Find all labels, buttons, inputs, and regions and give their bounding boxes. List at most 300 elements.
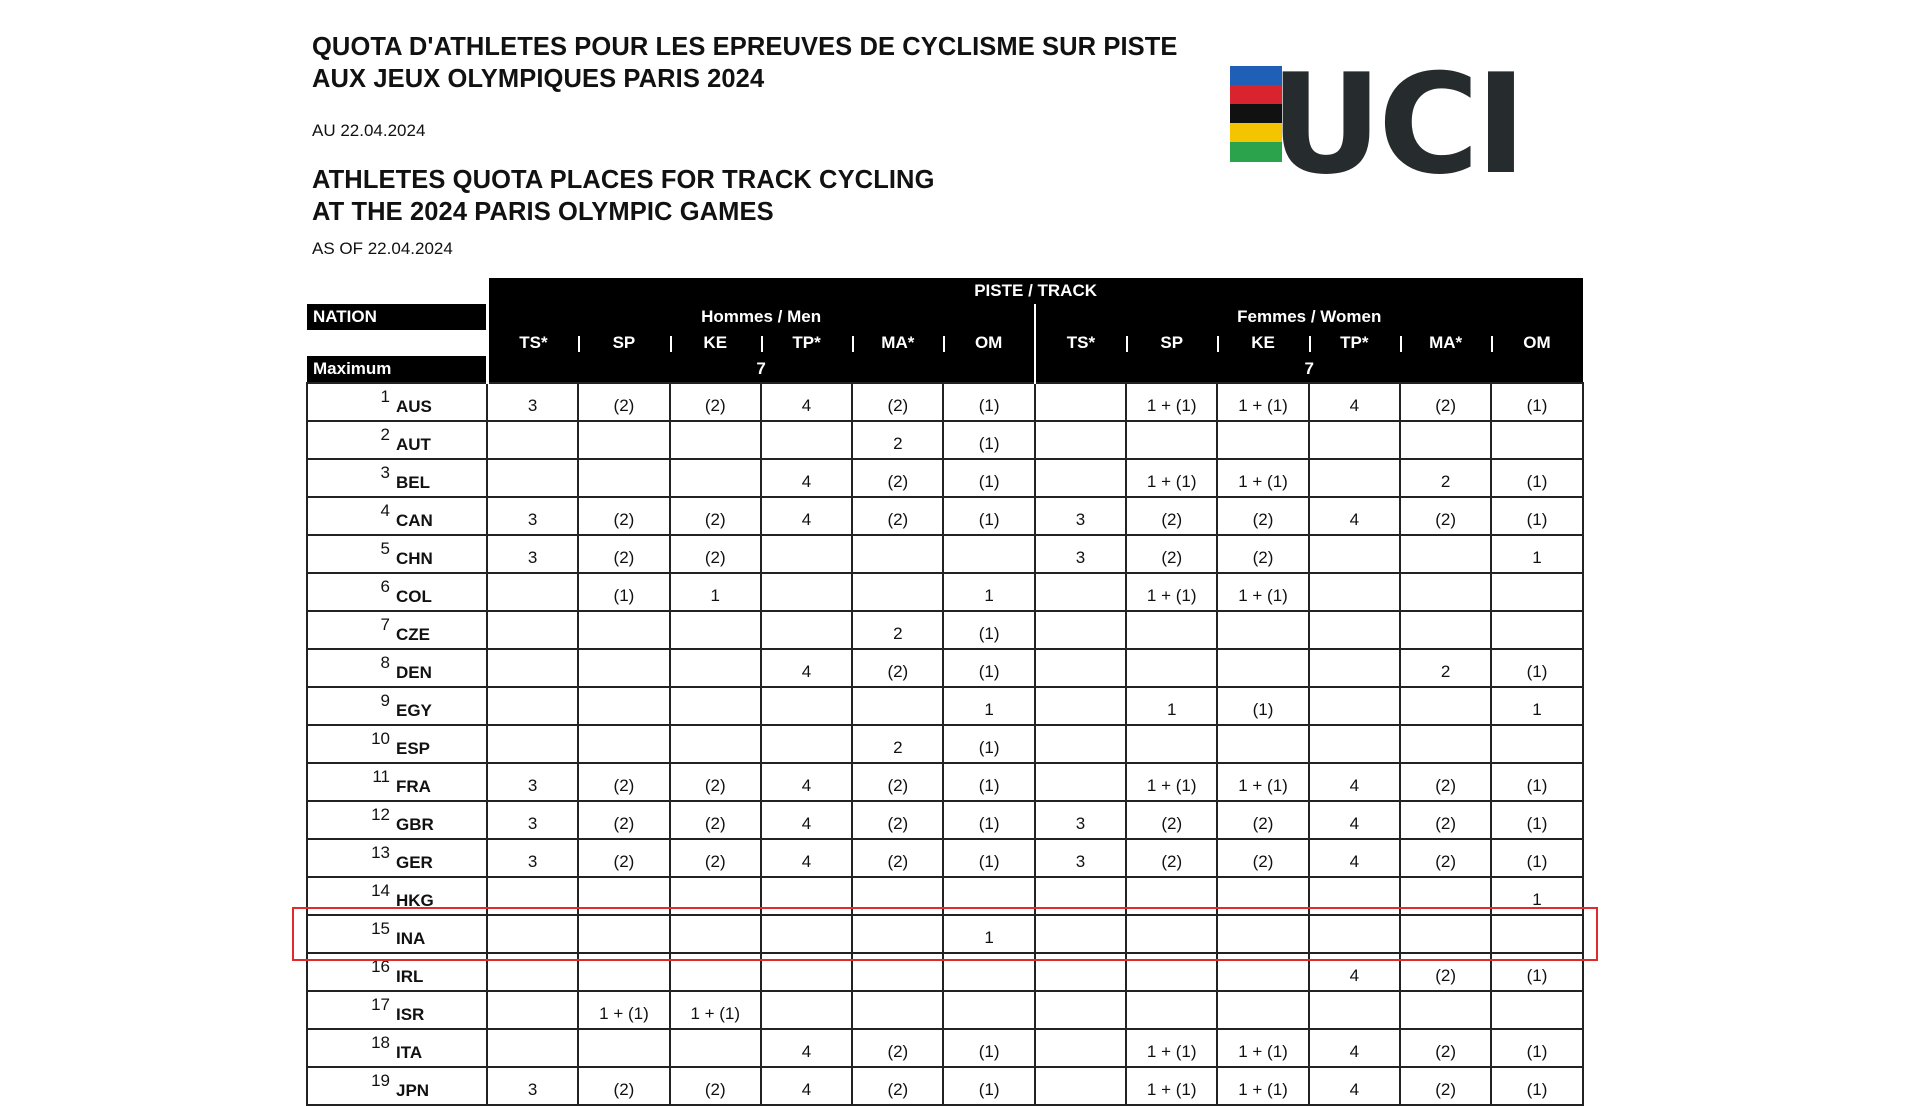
- rank-number: 7: [380, 615, 390, 634]
- quota-cell: [578, 953, 669, 991]
- rank-number: 18: [371, 1033, 390, 1052]
- quota-cell: (1): [1491, 839, 1582, 877]
- quota-cell: (2): [852, 763, 943, 801]
- quota-cell: [1309, 877, 1400, 915]
- date-english: AS OF 22.04.2024: [312, 239, 453, 258]
- quota-cell: 4: [761, 649, 852, 687]
- quota-cell: 4: [1309, 383, 1400, 421]
- quota-cell: [578, 649, 669, 687]
- men-event-header: SP: [578, 330, 669, 356]
- quota-cell: (2): [578, 1067, 669, 1105]
- nation-cell: [307, 535, 487, 573]
- women-event-header: MA*: [1400, 330, 1491, 356]
- quota-cell: (2): [852, 649, 943, 687]
- table-row: [307, 915, 1583, 953]
- rank-number: 3: [380, 463, 390, 482]
- quota-cell: (2): [1217, 801, 1308, 839]
- quota-cell: [1217, 877, 1308, 915]
- quota-cell: [1035, 573, 1126, 611]
- rank-number: 1: [380, 387, 390, 406]
- nation-header-spacer: [307, 278, 487, 356]
- quota-cell: (2): [852, 1067, 943, 1105]
- table-row: [307, 1029, 1583, 1067]
- quota-cell: [1126, 725, 1217, 763]
- quota-cell: [1217, 725, 1308, 763]
- rank-number: 8: [380, 653, 390, 672]
- quota-cell: 1: [1491, 687, 1582, 725]
- quota-cell: (1): [943, 383, 1034, 421]
- maximum-label: Maximum: [307, 356, 487, 383]
- quota-cell: [487, 687, 578, 725]
- quota-cell: 3: [487, 497, 578, 535]
- quota-cell: (1): [1217, 687, 1308, 725]
- quota-cell: (1): [578, 573, 669, 611]
- quota-cell: 4: [1309, 839, 1400, 877]
- quota-cell: (2): [852, 497, 943, 535]
- quota-cell: [1309, 421, 1400, 459]
- quota-cell: (1): [1491, 953, 1582, 991]
- rank-number: 6: [380, 577, 390, 596]
- quota-cell: [1400, 611, 1491, 649]
- quota-cell: [578, 611, 669, 649]
- nation-code: IRL: [396, 967, 424, 986]
- quota-cell: 4: [1309, 953, 1400, 991]
- quota-cell: [1035, 383, 1126, 421]
- nation-code: DEN: [396, 663, 432, 682]
- quota-cell: [1035, 991, 1126, 1029]
- quota-cell: [487, 877, 578, 915]
- quota-cell: [1126, 649, 1217, 687]
- quota-cell: [487, 915, 578, 953]
- quota-cell: 3: [1035, 535, 1126, 573]
- quota-cell: (2): [1217, 497, 1308, 535]
- quota-cell: [1309, 915, 1400, 953]
- quota-cell: (2): [1400, 1067, 1491, 1105]
- event-header-row: [307, 330, 1583, 356]
- quota-cell: [761, 421, 852, 459]
- quota-cell: 3: [487, 801, 578, 839]
- quota-cell: 1 + (1): [1217, 1029, 1308, 1067]
- nation-code: GBR: [396, 815, 434, 834]
- quota-cell: 1 + (1): [670, 991, 761, 1029]
- quota-cell: [761, 725, 852, 763]
- table-row: [307, 953, 1583, 991]
- quota-cell: [1035, 421, 1126, 459]
- quota-cell: (2): [670, 763, 761, 801]
- quota-cell: (2): [1400, 801, 1491, 839]
- quota-cell: 3: [487, 535, 578, 573]
- table-row: [307, 611, 1583, 649]
- quota-cell: 4: [761, 839, 852, 877]
- quota-cell: (2): [1217, 839, 1308, 877]
- quota-cell: (2): [670, 497, 761, 535]
- table-row: [307, 459, 1583, 497]
- quota-cell: (2): [578, 535, 669, 573]
- quota-cell: (2): [578, 801, 669, 839]
- quota-cell: [1491, 611, 1582, 649]
- rank-number: 14: [371, 881, 390, 900]
- quota-cell: (1): [943, 839, 1034, 877]
- quota-cell: [852, 953, 943, 991]
- quota-cell: (1): [1491, 1067, 1582, 1105]
- quota-cell: 1 + (1): [1126, 763, 1217, 801]
- men-event-header: OM: [943, 330, 1034, 356]
- quota-cell: 4: [1309, 1067, 1400, 1105]
- quota-cell: [1035, 877, 1126, 915]
- quota-cell: [670, 421, 761, 459]
- quota-table-body: [307, 383, 1583, 1105]
- quota-cell: [578, 915, 669, 953]
- nation-code: AUS: [396, 397, 432, 416]
- rank-number: 19: [371, 1071, 390, 1090]
- quota-cell: [761, 991, 852, 1029]
- men-event-header: TS*: [487, 330, 578, 356]
- quota-cell: 1: [1491, 535, 1582, 573]
- nation-code: HKG: [396, 891, 434, 910]
- nation-cell: [307, 687, 487, 725]
- quota-cell: (1): [943, 649, 1034, 687]
- quota-cell: (2): [1217, 535, 1308, 573]
- quota-cell: (2): [1400, 839, 1491, 877]
- quota-cell: (1): [1491, 383, 1582, 421]
- quota-cell: (2): [578, 763, 669, 801]
- quota-cell: 1: [1126, 687, 1217, 725]
- rank-number: 10: [371, 729, 390, 748]
- quota-cell: 1 + (1): [1126, 459, 1217, 497]
- date-french: AU 22.04.2024: [312, 121, 426, 140]
- quota-cell: (2): [670, 383, 761, 421]
- women-event-header: OM: [1491, 330, 1582, 356]
- quota-cell: 4: [761, 459, 852, 497]
- nation-code: CAN: [396, 511, 433, 530]
- women-group-header: Femmes / Women: [1035, 304, 1583, 330]
- quota-cell: [761, 953, 852, 991]
- quota-cell: (1): [1491, 459, 1582, 497]
- quota-cell: 4: [761, 1067, 852, 1105]
- quota-cell: [1217, 611, 1308, 649]
- quota-cell: 2: [852, 611, 943, 649]
- quota-cell: [1035, 611, 1126, 649]
- quota-cell: 4: [1309, 801, 1400, 839]
- quota-cell: (1): [943, 497, 1034, 535]
- quota-cell: 1 + (1): [1126, 383, 1217, 421]
- quota-cell: [1309, 649, 1400, 687]
- quota-cell: (1): [943, 763, 1034, 801]
- logo-letters: UCI: [1270, 44, 1523, 190]
- quota-cell: (2): [852, 459, 943, 497]
- quota-cell: (2): [578, 839, 669, 877]
- quota-cell: [1491, 573, 1582, 611]
- women-maximum: 7: [1035, 356, 1583, 383]
- quota-cell: (2): [852, 383, 943, 421]
- quota-cell: [578, 421, 669, 459]
- nation-code: AUT: [396, 435, 431, 454]
- quota-cell: [1217, 649, 1308, 687]
- quota-cell: [578, 459, 669, 497]
- nation-cell: [307, 573, 487, 611]
- quota-cell: (1): [943, 725, 1034, 763]
- quota-cell: [1126, 611, 1217, 649]
- nation-code: ISR: [396, 1005, 425, 1024]
- quota-cell: (1): [1491, 497, 1582, 535]
- quota-cell: (2): [852, 1029, 943, 1067]
- nation-cell: [307, 725, 487, 763]
- nation-header: NATION: [307, 304, 486, 330]
- quota-cell: [852, 877, 943, 915]
- men-event-header: TP*: [761, 330, 852, 356]
- quota-cell: [761, 611, 852, 649]
- table-row: [307, 725, 1583, 763]
- quota-cell: 4: [761, 763, 852, 801]
- quota-cell: (2): [1400, 763, 1491, 801]
- quota-cell: (2): [852, 839, 943, 877]
- rank-number: 9: [380, 691, 390, 710]
- quota-cell: [852, 687, 943, 725]
- quota-cell: (1): [943, 801, 1034, 839]
- table-row: [307, 649, 1583, 687]
- quota-cell: 4: [761, 801, 852, 839]
- quota-cell: 3: [487, 383, 578, 421]
- title-english: [312, 164, 935, 228]
- nation-cell: [307, 839, 487, 877]
- quota-cell: [487, 459, 578, 497]
- quota-cell: [1035, 763, 1126, 801]
- quota-cell: (2): [670, 535, 761, 573]
- rank-number: 12: [371, 805, 390, 824]
- quota-cell: [487, 649, 578, 687]
- quota-cell: 3: [487, 839, 578, 877]
- quota-cell: [1126, 953, 1217, 991]
- quota-cell: 1: [670, 573, 761, 611]
- quota-cell: (2): [578, 497, 669, 535]
- quota-cell: [1035, 725, 1126, 763]
- quota-cell: [1126, 991, 1217, 1029]
- quota-cell: (2): [670, 1067, 761, 1105]
- nation-code: EGY: [396, 701, 432, 720]
- rank-number: 15: [371, 919, 390, 938]
- quota-cell: [670, 459, 761, 497]
- quota-cell: 2: [852, 725, 943, 763]
- table-row: [307, 421, 1583, 459]
- nation-cell: [307, 1067, 487, 1105]
- rank-number: 2: [380, 425, 390, 444]
- quota-cell: 2: [852, 421, 943, 459]
- quota-cell: (1): [943, 1067, 1034, 1105]
- nation-code: JPN: [396, 1081, 430, 1100]
- quota-cell: 1 + (1): [1217, 573, 1308, 611]
- table-row: [307, 497, 1583, 535]
- quota-cell: 3: [1035, 497, 1126, 535]
- men-maximum: 7: [487, 356, 1035, 383]
- quota-cell: 1 + (1): [1217, 1067, 1308, 1105]
- table-row: [307, 573, 1583, 611]
- title-english-line: ATHLETES QUOTA PLACES FOR TRACK CYCLING: [312, 166, 935, 194]
- quota-cell: [1217, 991, 1308, 1029]
- quota-cell: [487, 1029, 578, 1067]
- quota-cell: [1309, 991, 1400, 1029]
- title-french-line: AUX JEUX OLYMPIQUES PARIS 2024: [312, 65, 765, 93]
- quota-cell: [487, 573, 578, 611]
- quota-cell: (2): [1126, 535, 1217, 573]
- nation-cell: [307, 611, 487, 649]
- quota-cell: [1035, 915, 1126, 953]
- men-event-header: MA*: [852, 330, 943, 356]
- quota-cell: [487, 953, 578, 991]
- quota-cell: 1 + (1): [1217, 383, 1308, 421]
- women-event-header: TS*: [1035, 330, 1126, 356]
- rank-number: 13: [371, 843, 390, 862]
- quota-cell: 2: [1400, 649, 1491, 687]
- quota-cell: 3: [487, 763, 578, 801]
- table-row: [307, 839, 1583, 877]
- quota-cell: [761, 915, 852, 953]
- quota-cell: [943, 535, 1034, 573]
- quota-cell: (1): [943, 611, 1034, 649]
- quota-cell: (2): [670, 839, 761, 877]
- quota-cell: [487, 611, 578, 649]
- quota-cell: [578, 1029, 669, 1067]
- quota-cell: [1400, 421, 1491, 459]
- table-row: [307, 991, 1583, 1029]
- quota-cell: [761, 573, 852, 611]
- quota-cell: [761, 535, 852, 573]
- quota-cell: (2): [1400, 383, 1491, 421]
- quota-cell: (2): [1400, 1029, 1491, 1067]
- quota-cell: [487, 725, 578, 763]
- quota-cell: 1 + (1): [578, 991, 669, 1029]
- quota-cell: [578, 877, 669, 915]
- nation-cell: [307, 991, 487, 1029]
- table-row: [307, 801, 1583, 839]
- quota-cell: 1 + (1): [1126, 1029, 1217, 1067]
- quota-cell: [670, 649, 761, 687]
- quota-cell: [1035, 459, 1126, 497]
- quota-cell: [1309, 687, 1400, 725]
- quota-cell: [1035, 1067, 1126, 1105]
- quota-cell: 3: [1035, 801, 1126, 839]
- quota-cell: 1 + (1): [1126, 573, 1217, 611]
- quota-cell: [1400, 573, 1491, 611]
- quota-cell: (2): [1400, 497, 1491, 535]
- quota-cell: 1 + (1): [1217, 459, 1308, 497]
- men-group-header: Hommes / Men: [487, 304, 1035, 330]
- quota-cell: [1400, 991, 1491, 1029]
- quota-cell: (1): [1491, 1029, 1582, 1067]
- quota-cell: (1): [1491, 801, 1582, 839]
- nation-cell: [307, 497, 487, 535]
- quota-cell: 1: [943, 915, 1034, 953]
- table-row: [307, 383, 1583, 421]
- nation-code: GER: [396, 853, 433, 872]
- quota-cell: [670, 915, 761, 953]
- quota-cell: [1217, 915, 1308, 953]
- nation-code: BEL: [396, 473, 430, 492]
- quota-cell: (2): [1126, 801, 1217, 839]
- women-event-header: TP*: [1309, 330, 1400, 356]
- quota-cell: [1491, 915, 1582, 953]
- quota-cell: (1): [943, 421, 1034, 459]
- quota-cell: [761, 687, 852, 725]
- quota-cell: 1 + (1): [1126, 1067, 1217, 1105]
- quota-cell: [578, 687, 669, 725]
- rank-number: 4: [380, 501, 390, 520]
- nation-cell: [307, 801, 487, 839]
- nation-cell: [307, 649, 487, 687]
- nation-code: CZE: [396, 625, 430, 644]
- men-event-header: KE: [670, 330, 761, 356]
- rank-number: 11: [372, 767, 390, 786]
- quota-cell: [1400, 687, 1491, 725]
- quota-cell: 1: [943, 573, 1034, 611]
- quota-cell: [1035, 649, 1126, 687]
- women-event-header: KE: [1217, 330, 1308, 356]
- nation-code: FRA: [396, 777, 431, 796]
- quota-cell: 4: [1309, 1029, 1400, 1067]
- quota-cell: [1126, 915, 1217, 953]
- quota-cell: [1309, 459, 1400, 497]
- quota-cell: [1217, 953, 1308, 991]
- table-row: [307, 877, 1583, 915]
- nation-cell: [307, 877, 487, 915]
- quota-cell: [487, 991, 578, 1029]
- table-row: [307, 1067, 1583, 1105]
- nation-cell: [307, 953, 487, 991]
- quota-cell: 4: [761, 1029, 852, 1067]
- quota-cell: [670, 687, 761, 725]
- quota-cell: 1: [943, 687, 1034, 725]
- women-event-header: SP: [1126, 330, 1217, 356]
- quota-cell: [487, 421, 578, 459]
- quota-cell: [1309, 573, 1400, 611]
- quota-cell: [670, 611, 761, 649]
- quota-cell: [670, 953, 761, 991]
- nation-cell: [307, 1029, 487, 1067]
- quota-cell: [670, 725, 761, 763]
- quota-cell: [852, 573, 943, 611]
- quota-cell: (1): [1491, 649, 1582, 687]
- quota-cell: [852, 991, 943, 1029]
- title-french: [312, 31, 1178, 95]
- quota-cell: 4: [1309, 497, 1400, 535]
- quota-cell: 1: [1491, 877, 1582, 915]
- title-english-line: AT THE 2024 PARIS OLYMPIC GAMES: [312, 198, 774, 226]
- quota-cell: [578, 725, 669, 763]
- quota-cell: [1126, 421, 1217, 459]
- quota-cell: 4: [761, 383, 852, 421]
- table-row: [307, 687, 1583, 725]
- quota-cell: [852, 915, 943, 953]
- title-french-line: QUOTA D'ATHLETES POUR LES EPREUVES DE CYCLISME SUR PISTE: [312, 33, 1178, 61]
- quota-cell: (1): [943, 459, 1034, 497]
- quota-cell: [1309, 535, 1400, 573]
- quota-cell: [1126, 877, 1217, 915]
- nation-code: INA: [396, 929, 426, 948]
- quota-cell: (2): [670, 801, 761, 839]
- quota-cell: (1): [1491, 763, 1582, 801]
- quota-cell: [1400, 877, 1491, 915]
- nation-code: CHN: [396, 549, 433, 568]
- nation-cell: [307, 421, 487, 459]
- quota-cell: [1491, 725, 1582, 763]
- quota-cell: 3: [1035, 839, 1126, 877]
- quota-cell: [943, 953, 1034, 991]
- quota-cell: (2): [578, 383, 669, 421]
- quota-cell: (1): [943, 1029, 1034, 1067]
- nation-code: COL: [396, 587, 432, 606]
- quota-cell: [1400, 725, 1491, 763]
- quota-cell: 2: [1400, 459, 1491, 497]
- quota-cell: [1035, 953, 1126, 991]
